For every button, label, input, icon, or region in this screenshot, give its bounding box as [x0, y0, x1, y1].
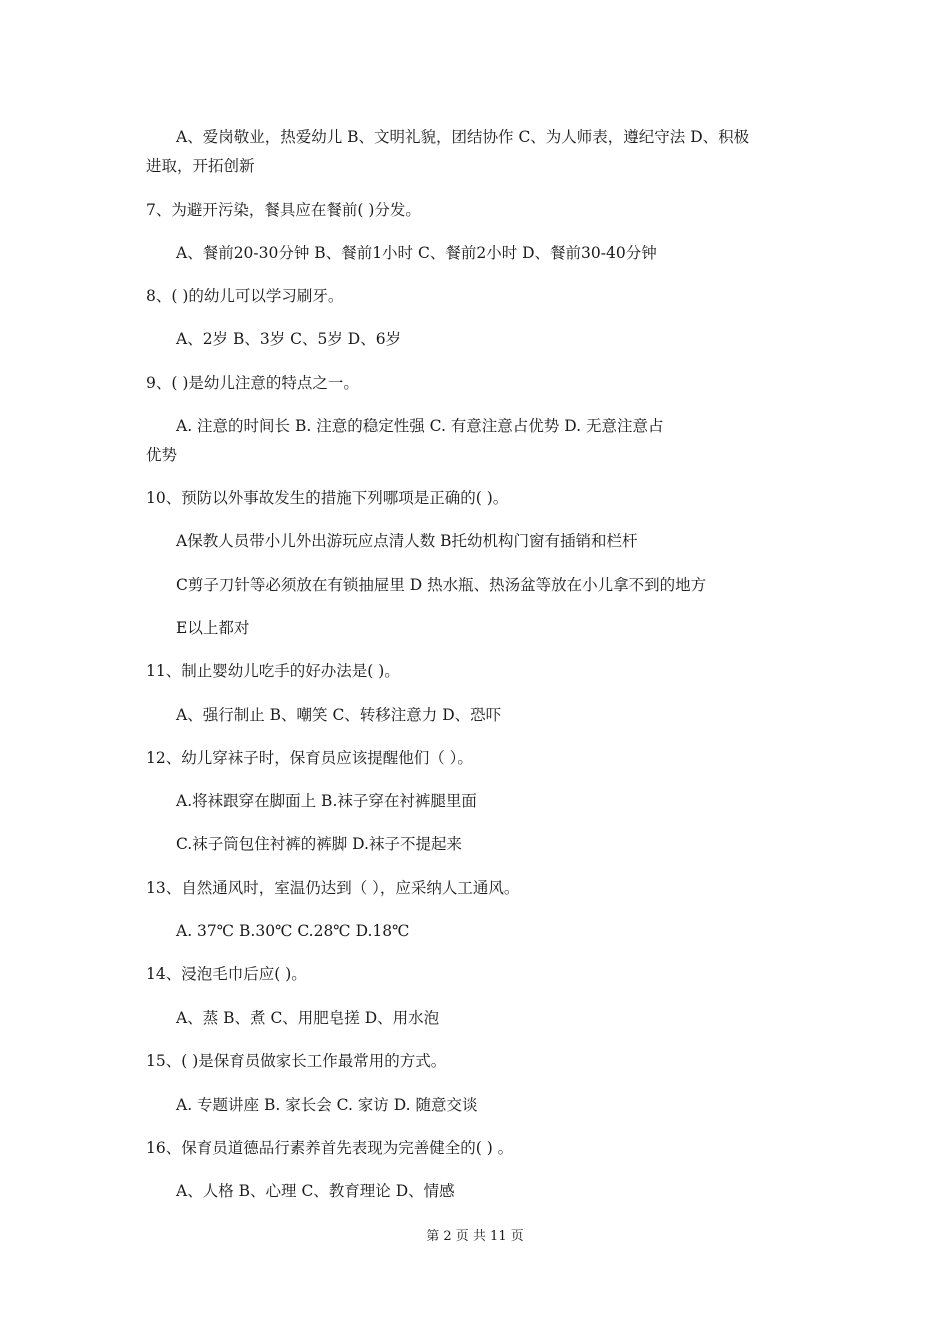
question-7: 7、为避开污染，餐具应在餐前( )分发。 [146, 201, 421, 219]
q11-options: A、强行制止 B、嘲笑 C、转移注意力 D、恐吓 [176, 706, 502, 724]
q10-options-line2: C剪子刀针等必须放在有锁抽屉里 D 热水瓶、热汤盆等放在小儿拿不到的地方 [176, 576, 707, 594]
q15-options: A. 专题讲座 B. 家长会 C. 家访 D. 随意交谈 [176, 1096, 478, 1114]
question-8: 8、( )的幼儿可以学习刷牙。 [146, 287, 344, 305]
question-11: 11、制止婴幼儿吃手的好办法是( )。 [146, 662, 400, 680]
question-16: 16、保育员道德品行素养首先表现为完善健全的( ) 。 [146, 1139, 514, 1157]
question-12: 12、幼儿穿袜子时，保育员应该提醒他们（ ）。 [146, 749, 473, 767]
q7-options: A、餐前20-30分钟 B、餐前1小时 C、餐前2小时 D、餐前30-40分钟 [176, 244, 657, 262]
question-14: 14、浸泡毛巾后应( )。 [146, 965, 307, 983]
question-10: 10、预防以外事故发生的措施下列哪项是正确的( )。 [146, 489, 509, 507]
q10-options-line3: E以上都对 [176, 619, 250, 637]
page-footer: 第 2 页 共 11 页 [426, 1229, 524, 1244]
q6-options-line1: A、爱岗敬业，热爱幼儿 B、文明礼貌，团结协作 C、为人师表，遵纪守法 D、积极 [176, 128, 750, 146]
q6-options-line2: 进取，开拓创新 [146, 157, 255, 175]
question-13: 13、自然通风时，室温仍达到（ ），应采纳人工通风。 [146, 879, 520, 897]
q9-options-line2: 优势 [146, 446, 178, 464]
q16-options: A、人格 B、心理 C、教育理论 D、情感 [176, 1182, 455, 1200]
q13-options: A. 37℃ B.30℃ C.28℃ D.18℃ [176, 922, 410, 940]
q8-options: A、2岁 B、3岁 C、5岁 D、6岁 [176, 330, 402, 348]
q12-options-line2: C.袜子筒包住衬裤的裤脚 D.袜子不提起来 [176, 835, 462, 853]
q10-options-line1: A保教人员带小儿外出游玩应点清人数 B托幼机构门窗有插销和栏杆 [176, 532, 638, 550]
question-9: 9、( )是幼儿注意的特点之一。 [146, 374, 359, 392]
q12-options-line1: A.将袜跟穿在脚面上 B.袜子穿在衬裤腿里面 [176, 792, 477, 810]
q9-options-line1: A. 注意的时间长 B. 注意的稳定性强 C. 有意注意占优势 D. 无意注意占 [176, 417, 664, 435]
question-15: 15、( )是保育员做家长工作最常用的方式。 [146, 1052, 447, 1070]
q14-options: A、蒸 B、煮 C、用肥皂搓 D、用水泡 [176, 1009, 440, 1027]
